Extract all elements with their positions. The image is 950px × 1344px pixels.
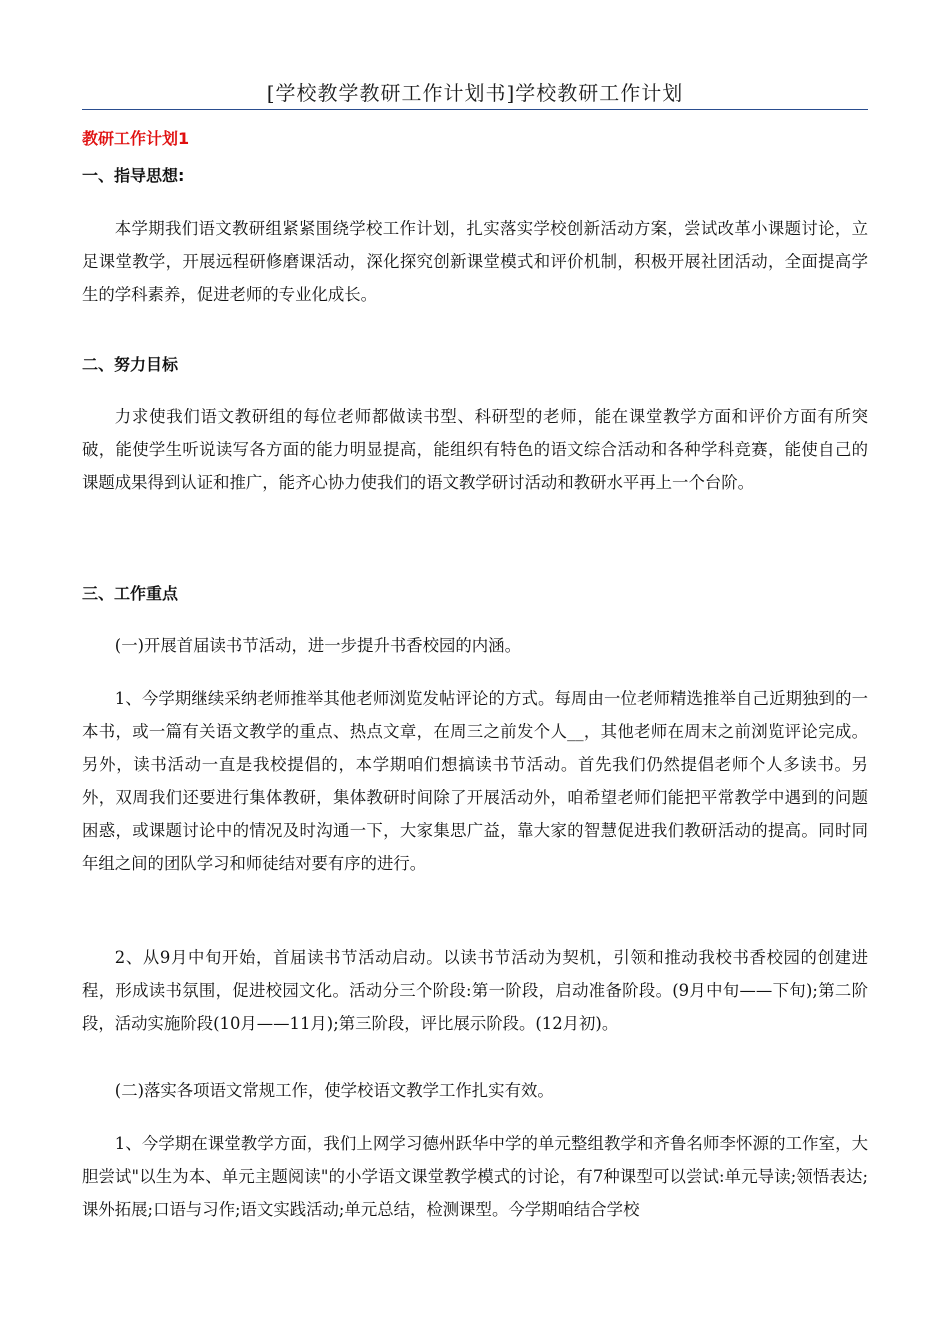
paragraph-goals: 力求使我们语文教研组的每位老师都做读书型、科研型的老师，能在课堂教学方面和评价方面有所突破，能使学生听说读写各方面的能力明显提高，能组织有特色的语文综合活动和各种学科竞赛，能使自己的课题成果得到认证和推广，能齐心协力使我们的语文教学研讨活动和教研水平再上一个台阶。 (82, 407, 868, 492)
paragraph-focus-item-2: 2、从9月中旬开始，首届读书节活动启动。以读书节活动为契机，引领和推动我校书香校园的创建进程，形成读书氛围，促进校园文化。活动分三个阶段:第一阶段，启动准备阶段。(9月中旬——下旬);第二阶段，活动实施阶段(10月——11月);第三阶段，评比展示阶段。(12月初)。 (82, 948, 868, 1033)
document-header-title: [学校教学教研工作计划书]学校教研工作计划 (266, 81, 684, 105)
section-heading-work-focus: 三、工作重点 (82, 584, 179, 603)
section-heading-guiding-ideology: 一、指导思想: (82, 166, 185, 185)
header-divider (82, 109, 868, 110)
paragraph-focus-subheading-1: (一)开展首届读书节活动，进一步提升书香校园的内涵。 (114, 636, 521, 655)
paragraph-focus-subheading-2: (二)落实各项语文常规工作，使学校语文教学工作扎实有效。 (114, 1081, 554, 1100)
paragraph-focus-item-3: 1、今学期在课堂教学方面，我们上网学习德州跃华中学的单元整组教学和齐鲁名师李怀源的工作室，大胆尝试"以生为本、单元主题阅读"的小学语文课堂教学模式的讨论，有7种课型可以尝试:单元导读;领悟表达;课外拓展;口语与习作;语文实践活动;单元总结，检测课型。今学期咱结合学校 (82, 1134, 868, 1219)
paragraph-guiding-ideology: 本学期我们语文教研组紧紧围绕学校工作计划，扎实落实学校创新活动方案，尝试改革小课题讨论，立足课堂教学，开展远程研修磨课活动，深化探究创新课堂模式和评价机制，积极开展社团活动，全面提高学生的学科素养，促进老师的专业化成长。 (82, 219, 868, 304)
paragraph-focus-item-1: 1、今学期继续采纳老师推举其他老师浏览发帖评论的方式。每周由一位老师精选推举自己近期独到的一本书，或一篇有关语文教学的重点、热点文章，在周三之前发个人__，其他老师在周末之前浏览评论完成。另外，读书活动一直是我校提倡的，本学期咱们想搞读书节活动。首先我们仍然提倡老师个人多读书。另外，双周我们还要进行集体教研，集体教研时间除了开展活动外，咱希望老师们能把平常教学中遇到的问题困惑，或课题讨论中的情况及时沟通一下，大家集思广益，靠大家的智慧促进我们教研活动的提高。同时同年组之间的团队学习和师徒结对要有序的进行。 (82, 689, 868, 873)
section-heading-goals: 二、努力目标 (82, 355, 179, 374)
plan-title: 教研工作计划1 (82, 129, 190, 148)
